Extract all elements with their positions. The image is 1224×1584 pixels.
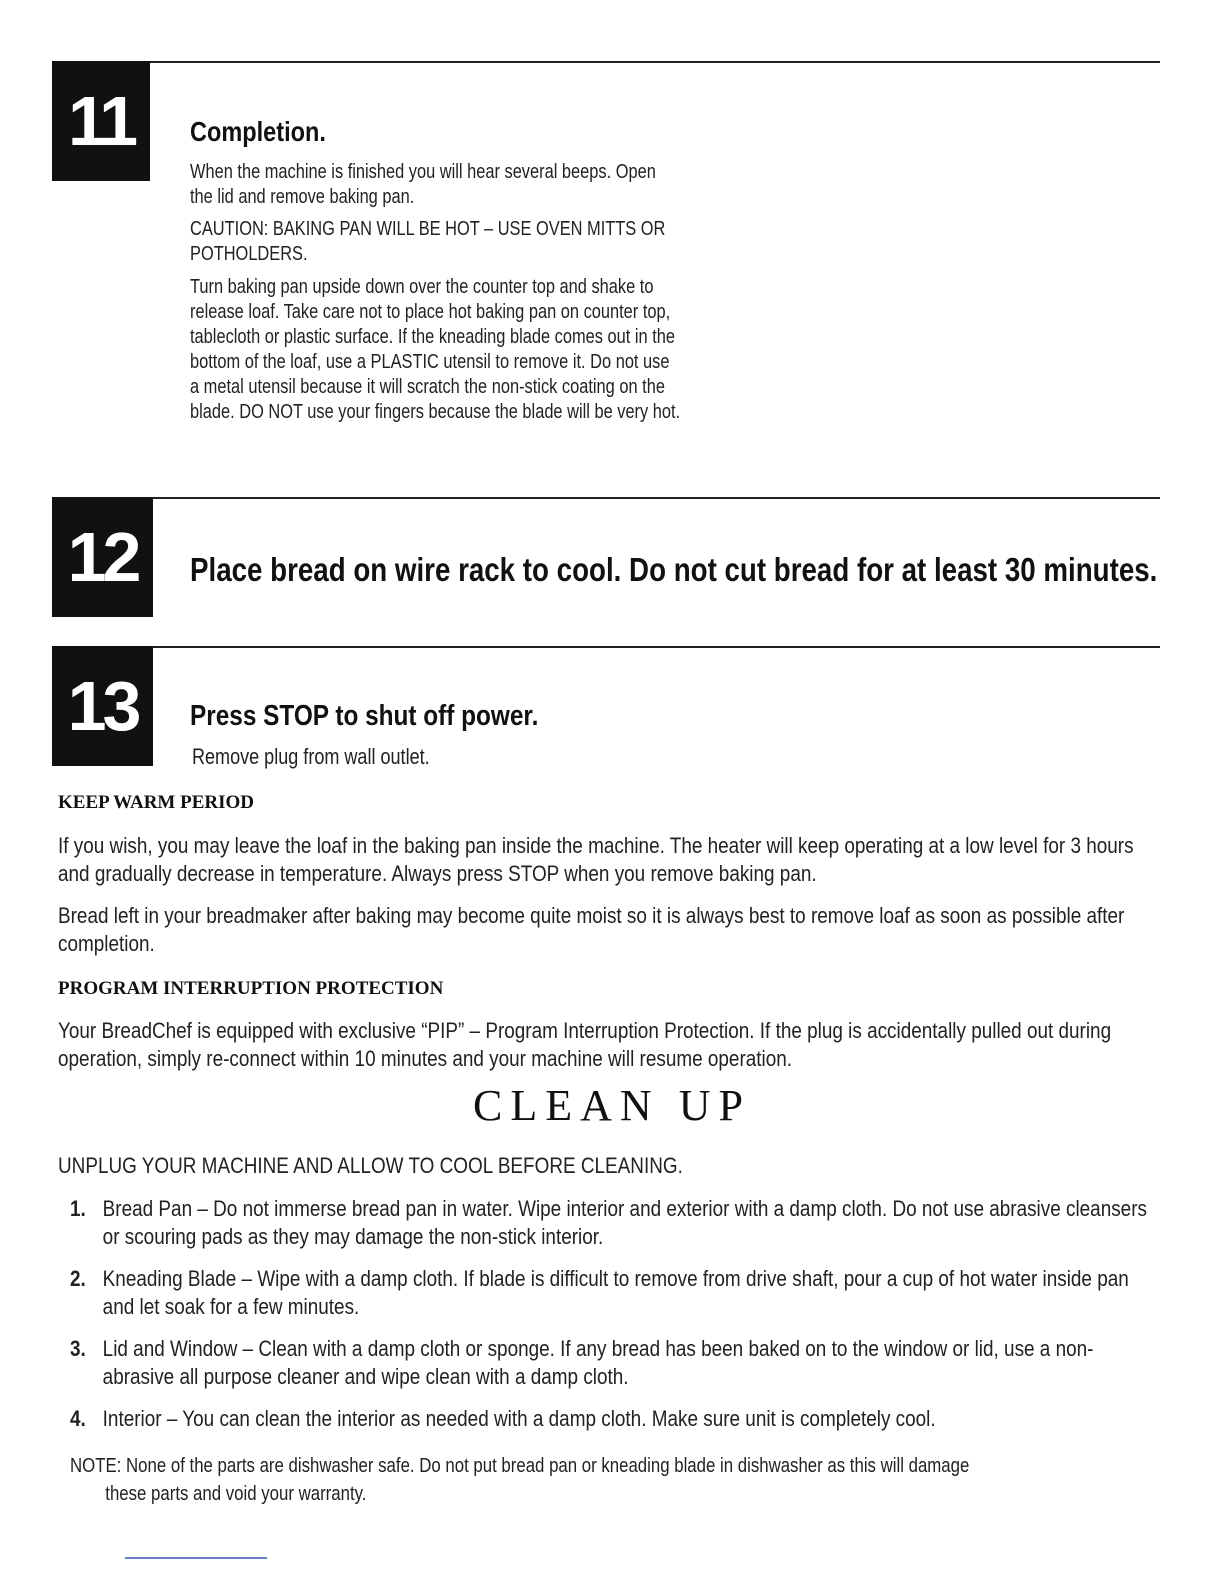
pip-body — [58, 1017, 1155, 1073]
note-text: None of the parts are dishwasher safe. Do not put bread pan or kneading blade in dishwasher as this will damage — [126, 1455, 970, 1477]
step-11-paragraph: When the machine is finished you will hear several beeps. Open the lid and remove baking pan. — [190, 161, 656, 208]
clean-up-item — [70, 1265, 1158, 1321]
clean-up-item — [70, 1195, 1158, 1251]
step-13-subtitle: Remove plug from wall outlet. — [192, 744, 430, 769]
clean-up-item-number: 1. — [70, 1196, 86, 1221]
clean-up-title: CLEAN UP — [473, 1081, 751, 1130]
step-11-rule — [52, 61, 1160, 63]
step-11-number-box — [52, 61, 150, 181]
clean-up-note — [70, 1452, 1107, 1508]
clean-up-item-text: Interior – You can clean the interior as needed with a damp cloth. Make sure unit is completely cool. — [102, 1406, 936, 1431]
step-11-caution: CAUTION: BAKING PAN WILL BE HOT – USE OVEN MITTS OR POTHOLDERS. — [190, 218, 666, 265]
step-13-title: Press STOP to shut off power. — [190, 700, 539, 732]
keep-warm-body — [58, 832, 1155, 958]
step-12-number: 12 — [67, 518, 138, 596]
clean-up-item-number: 3. — [70, 1336, 86, 1361]
step-11-title: Completion. — [190, 116, 326, 147]
step-13-number-box — [52, 646, 153, 766]
step-12-rule — [52, 497, 1160, 499]
clean-up-item-text: Bread Pan – Do not immerse bread pan in water. Wipe interior and exterior with a damp cloth. Do not use abrasive cleansers or scouring pads as they may damage the non-stick interior. — [102, 1196, 1147, 1249]
pip-paragraph: Your BreadChef is equipped with exclusive “PIP” – Program Interruption Protection. If the plug is accidentally pulled out during operation, simply re-connect within 10 minutes and your machine will resume operation. — [58, 1018, 1112, 1071]
footer-divider — [125, 1557, 267, 1559]
note-label: NOTE: — [70, 1455, 122, 1477]
clean-up-item-text: Lid and Window – Clean with a damp cloth or sponge. If any bread has been baked on to the window or lid, use a non-abrasive all purpose cleaner and wipe clean with a damp cloth. — [102, 1336, 1094, 1389]
step-11-number: 11 — [68, 82, 134, 160]
keep-warm-heading: KEEP WARM PERIOD — [58, 792, 255, 813]
step-11-body — [190, 160, 682, 425]
pip-heading: PROGRAM INTERRUPTION PROTECTION — [58, 978, 444, 999]
clean-up-item-number: 4. — [70, 1406, 86, 1431]
clean-up-list — [70, 1195, 1158, 1447]
note-text-continued: these parts and void your warranty. — [105, 1483, 367, 1505]
keep-warm-paragraph: If you wish, you may leave the loaf in the baking pan inside the machine. The heater will keep operating at a low level for 3 hours and gradually decrease in temperature. Always press STOP when you remove baking pan. — [58, 833, 1134, 886]
clean-up-intro: UNPLUG YOUR MACHINE AND ALLOW TO COOL BEFORE CLEANING. — [58, 1153, 683, 1178]
step-12-title: Place bread on wire rack to cool. Do not cut bread for at least 30 minutes. — [190, 551, 1158, 588]
keep-warm-paragraph: Bread left in your breadmaker after baking may become quite moist so it is always best to remove loaf as soon as possible after completion. — [58, 903, 1125, 956]
clean-up-item — [70, 1405, 1158, 1433]
step-13-rule — [52, 646, 1160, 648]
step-12-number-box — [52, 497, 153, 617]
clean-up-item — [70, 1335, 1158, 1391]
step-11-paragraph: Turn baking pan upside down over the counter top and shake to release loaf. Take care not to place hot baking pan on counter top, tablecloth or plastic surface. If the kneading blade comes out in the bottom of the loaf, use a PLASTIC utensil to remove it. Do not use a metal utensil because it will scratch the non-stick coating on the blade. DO NOT use your fingers because the blade will be very hot. — [190, 276, 681, 423]
step-13-number: 13 — [67, 667, 138, 745]
clean-up-item-number: 2. — [70, 1266, 86, 1291]
clean-up-item-text: Kneading Blade – Wipe with a damp cloth. If blade is difficult to remove from drive shaft, pour a cup of hot water inside pan and let soak for a few minutes. — [102, 1266, 1129, 1319]
